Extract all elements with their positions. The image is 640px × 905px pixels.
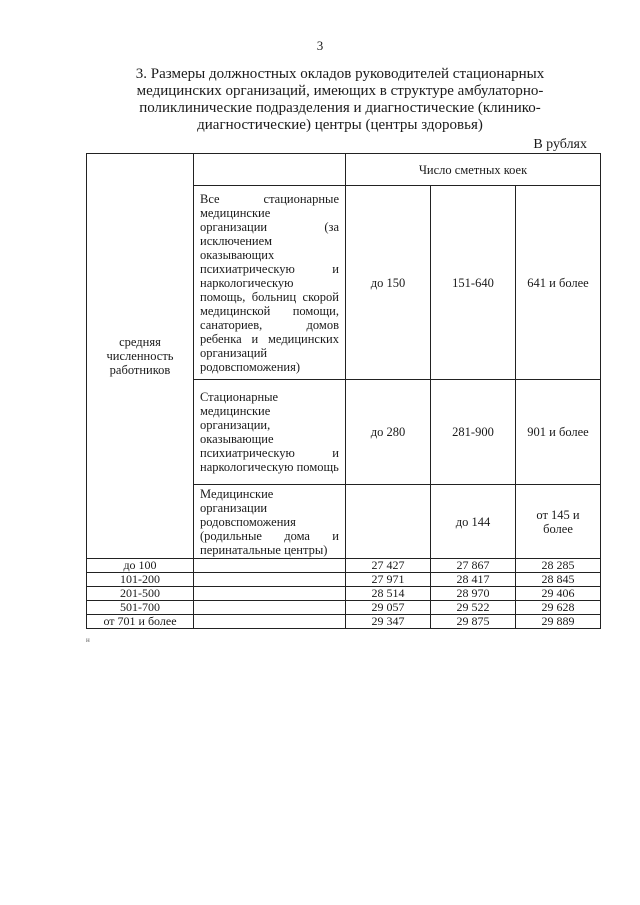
page-number: 3 xyxy=(316,38,324,53)
table-row xyxy=(87,573,601,587)
empty-cell xyxy=(194,601,346,615)
table-row xyxy=(87,587,601,601)
table-row xyxy=(87,615,601,629)
beds-range: от 145 и более xyxy=(516,485,601,559)
salary-value: 27 867 xyxy=(431,559,516,573)
salary-value: 29 889 xyxy=(516,615,601,629)
empty-cell xyxy=(194,573,346,587)
empty-cell xyxy=(194,615,346,629)
table-row xyxy=(87,601,601,615)
beds-range: 641 и более xyxy=(516,186,601,380)
staff-range: до 100 xyxy=(87,559,194,573)
salary-value: 29 875 xyxy=(431,615,516,629)
beds-count-header: Число сметных коек xyxy=(346,154,601,186)
section-heading: 3. Размеры должностных окладов руководителей стационарных медицинских организаций, имеющих в структуре амбулаторно-поликлинические подразделения и диагностические (клинико-диагностические) центры (центры здоровья) xyxy=(135,66,545,133)
footnote-mark: н xyxy=(86,636,90,644)
salary-value: 27 971 xyxy=(346,573,431,587)
beds-range: до 280 xyxy=(346,380,431,485)
org-type-description: Медицинские организации родовспоможения (родильные дома и перинатальные центры) xyxy=(194,485,346,559)
salary-value: 27 427 xyxy=(346,559,431,573)
table-row xyxy=(87,559,601,573)
empty-cell xyxy=(194,587,346,601)
org-type-header xyxy=(194,154,346,186)
staff-range: 101-200 xyxy=(87,573,194,587)
org-type-description: Стационарные медицинские организации, оказывающие психиатрическую и наркологическую помощь xyxy=(194,380,346,485)
beds-range: 281-900 xyxy=(431,380,516,485)
staff-range: от 701 и более xyxy=(87,615,194,629)
salary-value: 28 970 xyxy=(431,587,516,601)
beds-range: до 144 xyxy=(431,485,516,559)
staff-count-label: средняя численность работников xyxy=(87,154,194,559)
salary-value: 28 285 xyxy=(516,559,601,573)
beds-range: 151-640 xyxy=(431,186,516,380)
beds-range: до 150 xyxy=(346,186,431,380)
salary-value: 29 347 xyxy=(346,615,431,629)
staff-range: 201-500 xyxy=(87,587,194,601)
currency-note: В рублях xyxy=(533,137,587,152)
beds-range xyxy=(346,485,431,559)
salary-value: 29 628 xyxy=(516,601,601,615)
salary-value: 29 522 xyxy=(431,601,516,615)
staff-range: 501-700 xyxy=(87,601,194,615)
org-type-description: Все стационарные медицинские организации (за исключением оказывающих психиатрическую и наркологическую помощь, больниц скорой медицинской помощи, санаториев, домов ребенка и медицинских организаций родовспоможения) xyxy=(194,186,346,380)
salary-value: 29 057 xyxy=(346,601,431,615)
salary-value: 29 406 xyxy=(516,587,601,601)
salary-value: 28 514 xyxy=(346,587,431,601)
salary-table xyxy=(86,153,601,629)
salary-value: 28 417 xyxy=(431,573,516,587)
empty-cell xyxy=(194,559,346,573)
salary-value: 28 845 xyxy=(516,573,601,587)
header-row xyxy=(87,154,601,186)
beds-range: 901 и более xyxy=(516,380,601,485)
